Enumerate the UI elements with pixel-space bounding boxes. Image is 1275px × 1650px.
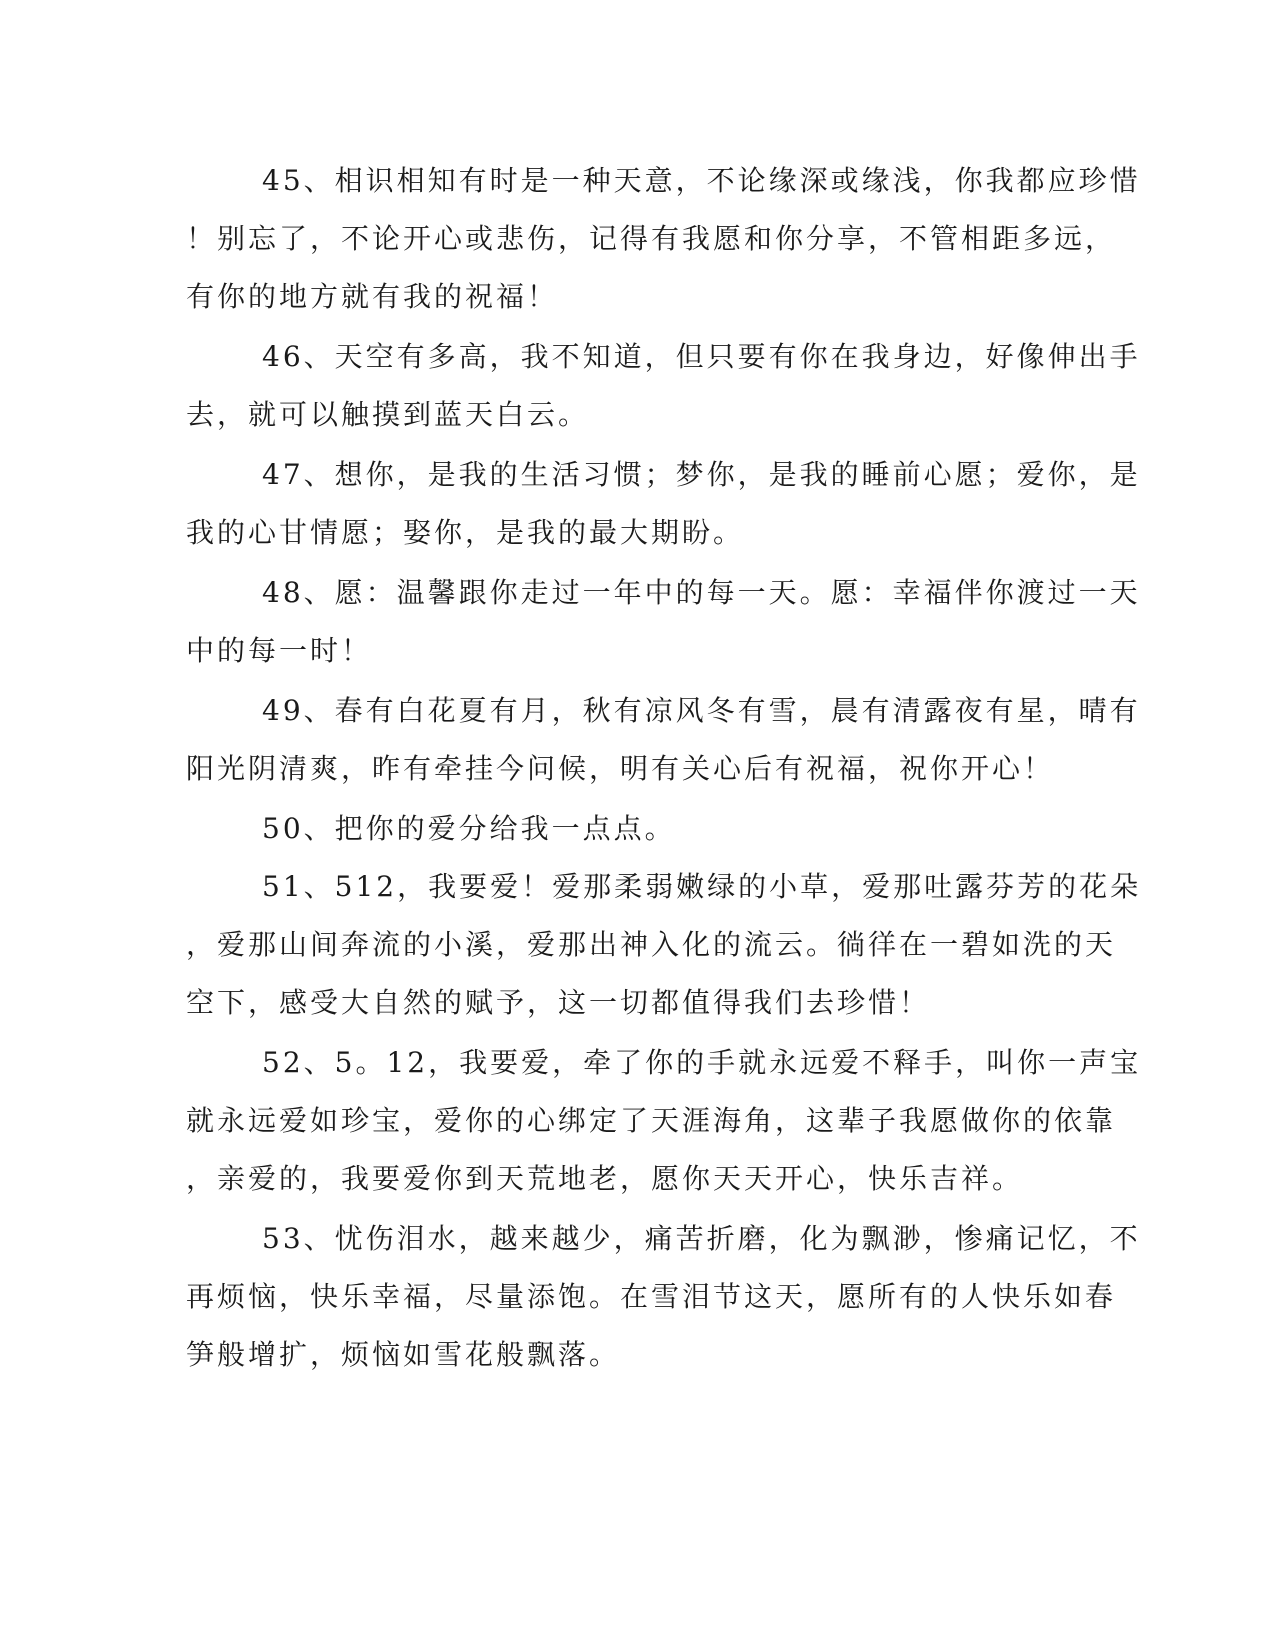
paragraph-50-line-1: 50、把你的爱分给我一点点。 [262, 812, 676, 845]
paragraph-45-line-1: 45、相识相知有时是一种天意，不论缘深或缘浅，你我都应珍惜 [262, 164, 1141, 197]
paragraph-52-line-1: 52、5。12，我要爱，牵了你的手就永远爱不释手，叫你一声宝 [262, 1046, 1142, 1079]
paragraph-53-line-3: 笋般增扩，烦恼如雪花般飘落。 [186, 1338, 621, 1371]
paragraph-46-line-2: 去，就可以触摸到蓝天白云。 [186, 398, 590, 431]
paragraph-51-line-1: 51、512，我要爱！爱那柔弱嫩绿的小草，爱那吐露芬芳的花朵 [262, 870, 1142, 903]
paragraph-53-line-1: 53、忧伤泪水，越来越少，痛苦折磨，化为飘渺，惨痛记忆，不 [262, 1222, 1141, 1255]
paragraph-49-line-2: 阳光阴清爽，昨有牵挂今问候，明有关心后有祝福，祝你开心！ [186, 752, 1055, 785]
paragraph-47-line-1: 47、想你，是我的生活习惯；梦你，是我的睡前心愿；爱你，是 [262, 458, 1141, 491]
paragraph-48-line-2: 中的每一时！ [186, 634, 373, 667]
paragraph-47-line-2: 我的心甘情愿；娶你，是我的最大期盼。 [186, 516, 745, 549]
paragraph-45-line-3: 有你的地方就有我的祝福！ [186, 280, 559, 313]
paragraph-46-line-1: 46、天空有多高，我不知道，但只要有你在我身边，好像伸出手 [262, 340, 1141, 373]
paragraph-51-line-2: ，爱那山间奔流的小溪，爱那出神入化的流云。徜徉在一碧如洗的天 [186, 928, 1117, 961]
paragraph-53-line-2: 再烦恼，快乐幸福，尽量添饱。在雪泪节这天，愿所有的人快乐如春 [186, 1280, 1117, 1313]
paragraph-49-line-1: 49、春有白花夏有月，秋有凉风冬有雪，晨有清露夜有星，晴有 [262, 694, 1141, 727]
paragraph-52-line-3: ，亲爱的，我要爱你到天荒地老，愿你天天开心，快乐吉祥。 [186, 1162, 1024, 1195]
paragraph-45-line-2: ！别忘了，不论开心或悲伤，记得有我愿和你分享，不管相距多远， [186, 222, 1117, 255]
paragraph-48-line-1: 48、愿：温馨跟你走过一年中的每一天。愿：幸福伴你渡过一天 [262, 576, 1141, 609]
paragraph-52-line-2: 就永远爱如珍宝，爱你的心绑定了天涯海角，这辈子我愿做你的依靠 [186, 1104, 1117, 1137]
paragraph-51-line-3: 空下，感受大自然的赋予，这一切都值得我们去珍惜！ [186, 986, 931, 1019]
